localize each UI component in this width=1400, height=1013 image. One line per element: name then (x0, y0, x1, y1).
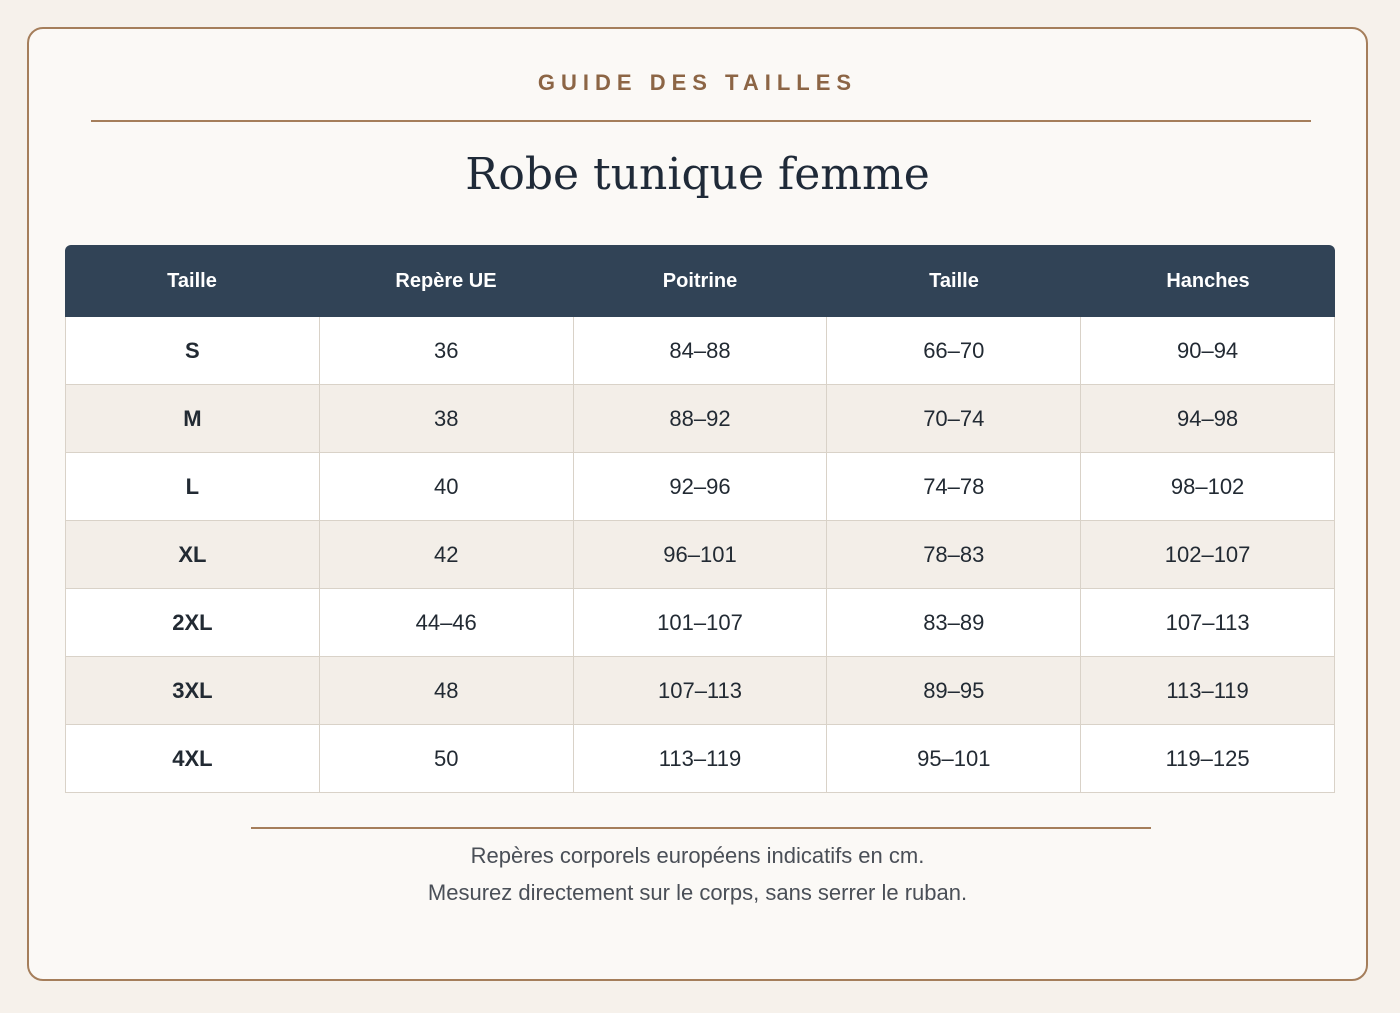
size-cell: M (66, 385, 320, 452)
bust-cell: 107–113 (574, 657, 828, 724)
table-row (66, 317, 1334, 385)
column-header-hanches: Hanches (1166, 269, 1250, 292)
waist-cell: 78–83 (827, 521, 1081, 588)
size-cell: S (66, 317, 320, 384)
table-row (66, 657, 1334, 725)
size-cell: L (66, 453, 320, 520)
table-row (66, 453, 1334, 521)
footnote-line-2: Mesurez directement sur le corps, sans serrer le ruban. (427, 880, 968, 905)
bust-cell: 96–101 (574, 521, 828, 588)
eu-cell: 38 (320, 385, 574, 452)
hips-cell: 90–94 (1176, 337, 1239, 363)
table-row (66, 385, 1334, 453)
hips-cell: 119–125 (1165, 745, 1250, 771)
size-cell: 4XL (66, 725, 320, 792)
column-header-poitrine: Poitrine (662, 269, 738, 292)
hips-cell: 94–98 (1176, 405, 1239, 431)
column-header-taille: Taille (167, 269, 217, 292)
waist-cell: 83–89 (827, 589, 1081, 656)
eu-cell: 48 (320, 657, 574, 724)
table-row (66, 521, 1334, 589)
table-body (65, 317, 1335, 793)
waist-cell: 74–78 (827, 453, 1081, 520)
size-guide-card (27, 27, 1368, 981)
eu-cell: 40 (320, 453, 574, 520)
eu-cell: 50 (320, 725, 574, 792)
column-header-repere-ue: Repère UE (395, 269, 497, 292)
size-cell: 2XL (66, 589, 320, 656)
hips-cell: 113–119 (1166, 677, 1249, 703)
bottom-divider (251, 827, 1151, 829)
waist-cell: 66–70 (827, 317, 1081, 384)
footnote-line-1: Repères corporels européens indicatifs en cm. (470, 843, 925, 868)
eu-cell: 44–46 (320, 589, 574, 656)
size-table (65, 245, 1335, 793)
table-header (65, 245, 1335, 317)
eu-cell: 42 (320, 521, 574, 588)
hips-cell: 102–107 (1164, 541, 1251, 567)
eu-cell: 36 (320, 317, 574, 384)
bust-cell: 92–96 (574, 453, 828, 520)
waist-cell: 70–74 (827, 385, 1081, 452)
table-row (66, 589, 1334, 657)
size-cell: XL (66, 521, 320, 588)
waist-cell: 95–101 (827, 725, 1081, 792)
top-divider (91, 120, 1311, 122)
waist-cell: 89–95 (827, 657, 1081, 724)
bust-cell: 88–92 (574, 385, 828, 452)
eyebrow-label: GUIDE DES TAILLES (537, 70, 858, 95)
bust-cell: 101–107 (574, 589, 828, 656)
size-cell: 3XL (66, 657, 320, 724)
hips-cell: 98–102 (1170, 473, 1245, 499)
table-row (66, 725, 1334, 793)
bust-cell: 113–119 (574, 725, 828, 792)
bust-cell: 84–88 (574, 317, 828, 384)
page-title: Robe tunique femme (465, 149, 930, 200)
hips-cell: 107–113 (1165, 609, 1250, 635)
column-header-tour-taille: Taille (929, 269, 979, 292)
